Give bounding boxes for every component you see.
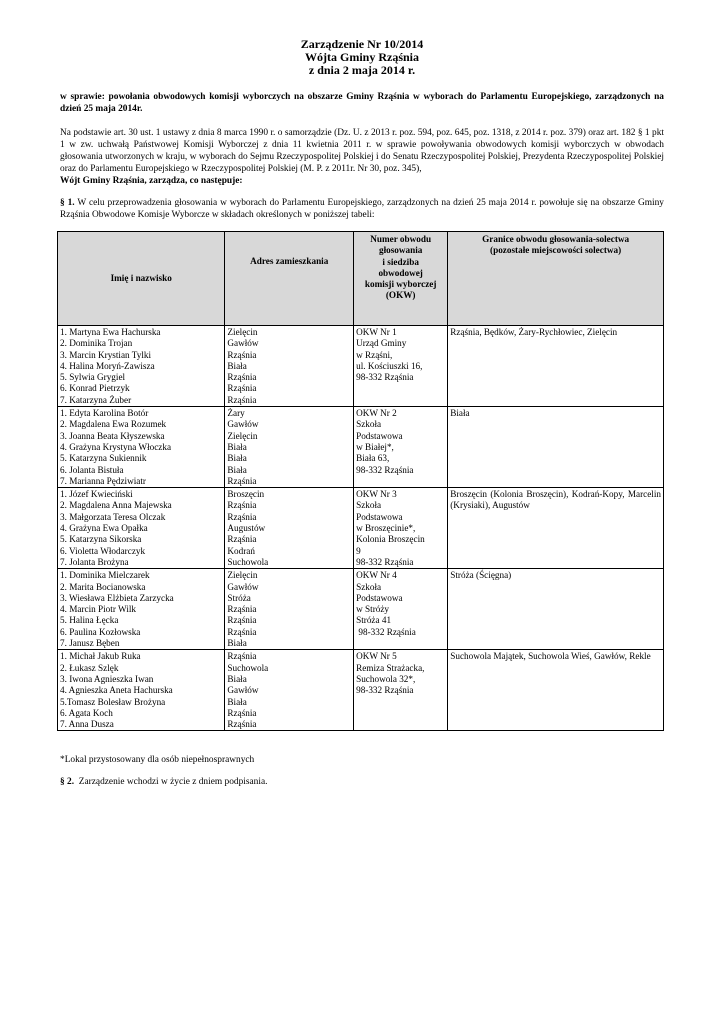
member-name: 4. Grażyna Krystyna Włoczka <box>60 441 172 452</box>
member-address: Biała <box>227 360 247 371</box>
member-address: Gawłów <box>227 581 259 592</box>
okw-line: Biała 63, <box>356 453 390 464</box>
okw-line: 98-332 Rząśnia <box>356 685 414 696</box>
okw-cell <box>354 326 448 407</box>
title-line-2: Wójta Gminy Rząśnia <box>305 50 419 64</box>
header-boundaries <box>448 232 664 326</box>
member-address: Rząśnia <box>227 615 257 626</box>
member-name: 2. Magdalena Ewa Rozumek <box>60 419 167 430</box>
legal-basis-paragraph <box>60 127 664 187</box>
member-name: 6. Violetta Włodarczyk <box>60 545 146 556</box>
table-header-row <box>58 232 664 326</box>
table-row <box>58 407 664 488</box>
okw-cell <box>354 650 448 731</box>
header-boundaries-line: (pozostałe miejscowości solectwa) <box>490 245 622 256</box>
member-name: 1. Edyta Karolina Botór <box>60 408 149 419</box>
header-okw <box>354 232 448 326</box>
member-address: Kodrań <box>227 545 255 556</box>
boundaries-cell: Rząśnia, Będków, Żary-Rychłowiec, Zielęcin <box>448 326 664 407</box>
member-name: 2. Łukasz Szlęk <box>60 662 119 673</box>
okw-line: OKW Nr 4 <box>356 570 397 581</box>
member-name: 6. Agata Koch <box>60 707 113 718</box>
members-cell <box>58 650 225 731</box>
member-address: Rząśnia <box>227 349 257 360</box>
addresses-cell <box>225 569 354 650</box>
member-address: Gawłów <box>227 419 259 430</box>
table-row <box>58 569 664 650</box>
member-address: Biała <box>227 638 247 649</box>
member-address: Rząśnia <box>227 383 257 394</box>
okw-line: 98-332 Rząśnia <box>356 626 416 637</box>
okw-line: 98-332 Rząśnia <box>356 372 414 383</box>
okw-line: Stróża 41 <box>356 615 392 626</box>
section-2-text: Zarządzenie wchodzi w życie z dniem podpisania. <box>74 777 268 787</box>
member-name: 3. Iwona Agnieszka Iwan <box>60 673 154 684</box>
okw-line: w Stróży <box>356 604 390 615</box>
member-address: Biała <box>227 441 247 452</box>
member-address: Rząśnia <box>227 719 257 730</box>
member-name: 1. Józef Kwieciński <box>60 489 133 500</box>
member-address: Żary <box>227 408 245 419</box>
member-name: 1. Martyna Ewa Hachurska <box>60 327 161 337</box>
okw-line: w Rząśni, <box>356 349 393 360</box>
boundaries-cell: Suchowola Majątek, Suchowola Wieś, Gawłów, Rekle <box>448 650 664 731</box>
member-name: 7. Janusz Bęben <box>60 638 120 649</box>
header-okw-line: i siedziba <box>382 256 419 267</box>
subject-paragraph: w sprawie: powołania obwodowych komisji wyborczych na obszarze Gminy Rząśnia w wyborach do Parlamentu Europejskiego, zarządzonych na dzień 25 maja 2014r. <box>60 92 664 114</box>
okw-line: Szkoła <box>356 500 382 511</box>
member-name: 4. Halina Moryń-Zawisza <box>60 360 155 371</box>
member-address: Stróża <box>227 592 251 603</box>
boundaries-cell: Broszęcin (Kolonia Broszęcin), Kodrań-Kopy, Marcelin (Krysiaki), Augustów <box>448 488 664 569</box>
okw-line: ul. Kościuszki 16, <box>356 360 423 371</box>
title-line-1: Zarządzenie Nr 10/2014 <box>300 37 424 51</box>
member-name: 7. Anna Dusza <box>60 719 114 730</box>
okw-line: w Broszęcinie*, <box>356 523 416 534</box>
header-name: Imię i nazwisko <box>58 232 225 326</box>
member-name: 6. Paulina Kozłowska <box>60 626 141 637</box>
member-name: 2. Dominika Trojan <box>60 338 133 349</box>
member-address: Rząśnia <box>227 511 257 522</box>
section-2-paragraph <box>60 777 267 787</box>
okw-line: Urząd Gminy <box>356 338 407 349</box>
okw-line: Suchowola 32*, <box>356 673 416 684</box>
members-cell <box>58 569 225 650</box>
okw-cell <box>354 407 448 488</box>
member-address: Biała <box>227 673 247 684</box>
member-name: 5. Katarzyna Sikorska <box>60 534 142 545</box>
table-row <box>58 488 664 569</box>
header-address-text: Adres zamieszkania <box>250 256 329 266</box>
header-address <box>225 232 354 326</box>
header-okw-line: obwodowej <box>378 267 423 278</box>
okw-line: Podstawowa <box>356 511 403 522</box>
member-address: Biała <box>227 464 247 475</box>
addresses-cell <box>225 488 354 569</box>
member-address: Rząśnia <box>227 707 257 718</box>
member-name: 3. Marcin Krystian Tylki <box>60 349 152 360</box>
member-name: 4. Marcin Piotr Wilk <box>60 604 137 615</box>
addresses-cell <box>225 650 354 731</box>
member-address: Rząśnia <box>227 500 257 511</box>
header-okw-line: głosowania <box>378 245 423 256</box>
section-1-paragraph <box>60 197 664 221</box>
section-1-mark: § 1. <box>60 198 75 208</box>
okw-cell <box>354 569 448 650</box>
members-cell <box>58 488 225 569</box>
okw-line: Szkoła <box>356 581 382 592</box>
header-okw-line: Numer obwodu <box>370 234 432 244</box>
footnote: *Lokal przystosowany dla osób niepełnosprawnych <box>60 755 255 765</box>
member-address: Gawłów <box>227 338 259 349</box>
member-address: Gawłów <box>227 685 259 696</box>
okw-line: OKW Nr 5 <box>356 651 397 662</box>
table-row <box>58 650 664 731</box>
member-address: Rząśnia <box>227 626 257 637</box>
okw-line: w Białej*, <box>356 441 394 452</box>
member-address: Rząśnia <box>227 394 257 405</box>
member-name: 4. Grażyna Ewa Opałka <box>60 523 148 534</box>
member-address: Zielęcin <box>227 430 258 441</box>
member-name: 1. Dominika Mielczarek <box>60 570 150 581</box>
okw-line: 9 <box>356 545 361 556</box>
member-address: Rząśnia <box>227 651 257 662</box>
member-address: Broszęcin <box>227 489 265 500</box>
member-address: Biała <box>227 453 247 464</box>
member-address: Zielęcin <box>227 570 258 581</box>
section-2-mark: § 2. <box>60 777 75 787</box>
okw-line: OKW Nr 2 <box>356 408 397 419</box>
member-name: 2. Marita Bocianowska <box>60 581 146 592</box>
member-name: 2. Magdalena Anna Majewska <box>60 500 172 511</box>
okw-line: Remiza Strażacka, <box>356 662 425 673</box>
boundaries-cell: Stróża (Ścięgna) <box>448 569 664 650</box>
member-address: Augustów <box>227 523 266 534</box>
header-boundaries-line: Granice obwodu głosowania-solectwa <box>482 234 630 244</box>
member-address: Zielęcin <box>227 327 258 337</box>
okw-line: OKW Nr 1 <box>356 327 397 337</box>
member-name: 3. Małgorzata Teresa Olczak <box>60 511 166 522</box>
addresses-cell <box>225 326 354 407</box>
member-address: Rząśnia <box>227 475 257 486</box>
member-address: Biała <box>227 696 247 707</box>
okw-line: Kolonia Broszęcin <box>356 534 425 545</box>
okw-line: Podstawowa <box>356 430 403 441</box>
member-name: 1. Michał Jakub Ruka <box>60 651 141 662</box>
commission-table <box>57 231 664 731</box>
member-address: Rząśnia <box>227 372 257 383</box>
member-name: 6. Konrad Pietrzyk <box>60 383 130 394</box>
legal-basis-closing: Wójt Gminy Rząśnia, zarządza, co następuje: <box>60 176 243 186</box>
member-address: Rząśnia <box>227 534 257 545</box>
member-name: 3. Joanna Beata Kłyszewska <box>60 430 165 441</box>
section-1-text: W celu przeprowadzenia głosowania w wyborach do Parlamentu Europejskiego, zarządzonych na dzień 25 maja 2014 r. powołuje się na obszarze Gminy Rząśnia Obwodowe Komisje Wyborcze w składach określonych w poniższej tabeli: <box>60 198 664 220</box>
member-name: 5.Tomasz Bolesław Brożyna <box>60 696 166 707</box>
title-line-3: z dnia 2 maja 2014 r. <box>308 63 416 77</box>
member-name: 4. Agnieszka Aneta Hachurska <box>60 685 173 696</box>
addresses-cell <box>225 407 354 488</box>
okw-line: 98-332 Rząśnia <box>356 464 414 475</box>
document-heading <box>0 38 724 77</box>
member-name: 7. Jolanta Brożyna <box>60 556 129 567</box>
member-name: 7. Marianna Pędziwiatr <box>60 475 146 486</box>
member-name: 7. Katarzyna Żuber <box>60 394 132 405</box>
okw-line: Podstawowa <box>356 592 403 603</box>
header-okw-line: komisji wyborczej <box>364 279 437 290</box>
member-address: Suchowola <box>227 662 269 673</box>
okw-line: Szkoła <box>356 419 382 430</box>
boundaries-cell: Biała <box>448 407 664 488</box>
member-name: 5. Sylwia Grygiel <box>60 372 126 383</box>
member-name: 5. Halina Łęcka <box>60 615 119 626</box>
member-name: 3. Wiesława Elżbieta Zarzycka <box>60 592 174 603</box>
okw-line: OKW Nr 3 <box>356 489 397 500</box>
okw-line: 98-332 Rząśnia <box>356 556 414 567</box>
members-cell <box>58 326 225 407</box>
legal-basis-text: Na podstawie art. 30 ust. 1 ustawy z dnia 8 marca 1990 r. o samorządzie (Dz. U. z 2013 r. poz. 594, poz. 645, poz. 1318, z 2014 r. poz. 379) oraz art. 182 § 1 pkt 1 w zw. uchwałą Państwowej Komisji Wyborczej z dnia 11 kwietnia 2011 r. w sprawie powoływania obwodowych komisji wyborczych w obwodach głosowania utworzonych w kraju, w wyborach do Sejmu Rzeczypospolitej Polskiej i do Senatu Rzeczypospolitej Polskiej, Prezydenta Rzeczypospolitej Polskiej oraz do Parlamentu Europejskiego w Rzeczypospolitej Polskiej (M. P. z 2011r. Nr 30, poz. 345), <box>60 128 664 174</box>
member-name: 5. Katarzyna Sukiennik <box>60 453 147 464</box>
member-address: Suchowola <box>227 556 269 567</box>
table-row <box>58 326 664 407</box>
header-okw-line: (OKW) <box>385 290 416 301</box>
okw-cell <box>354 488 448 569</box>
member-name: 6. Jolanta Bistuła <box>60 464 124 475</box>
members-cell <box>58 407 225 488</box>
member-address: Rząśnia <box>227 604 257 615</box>
